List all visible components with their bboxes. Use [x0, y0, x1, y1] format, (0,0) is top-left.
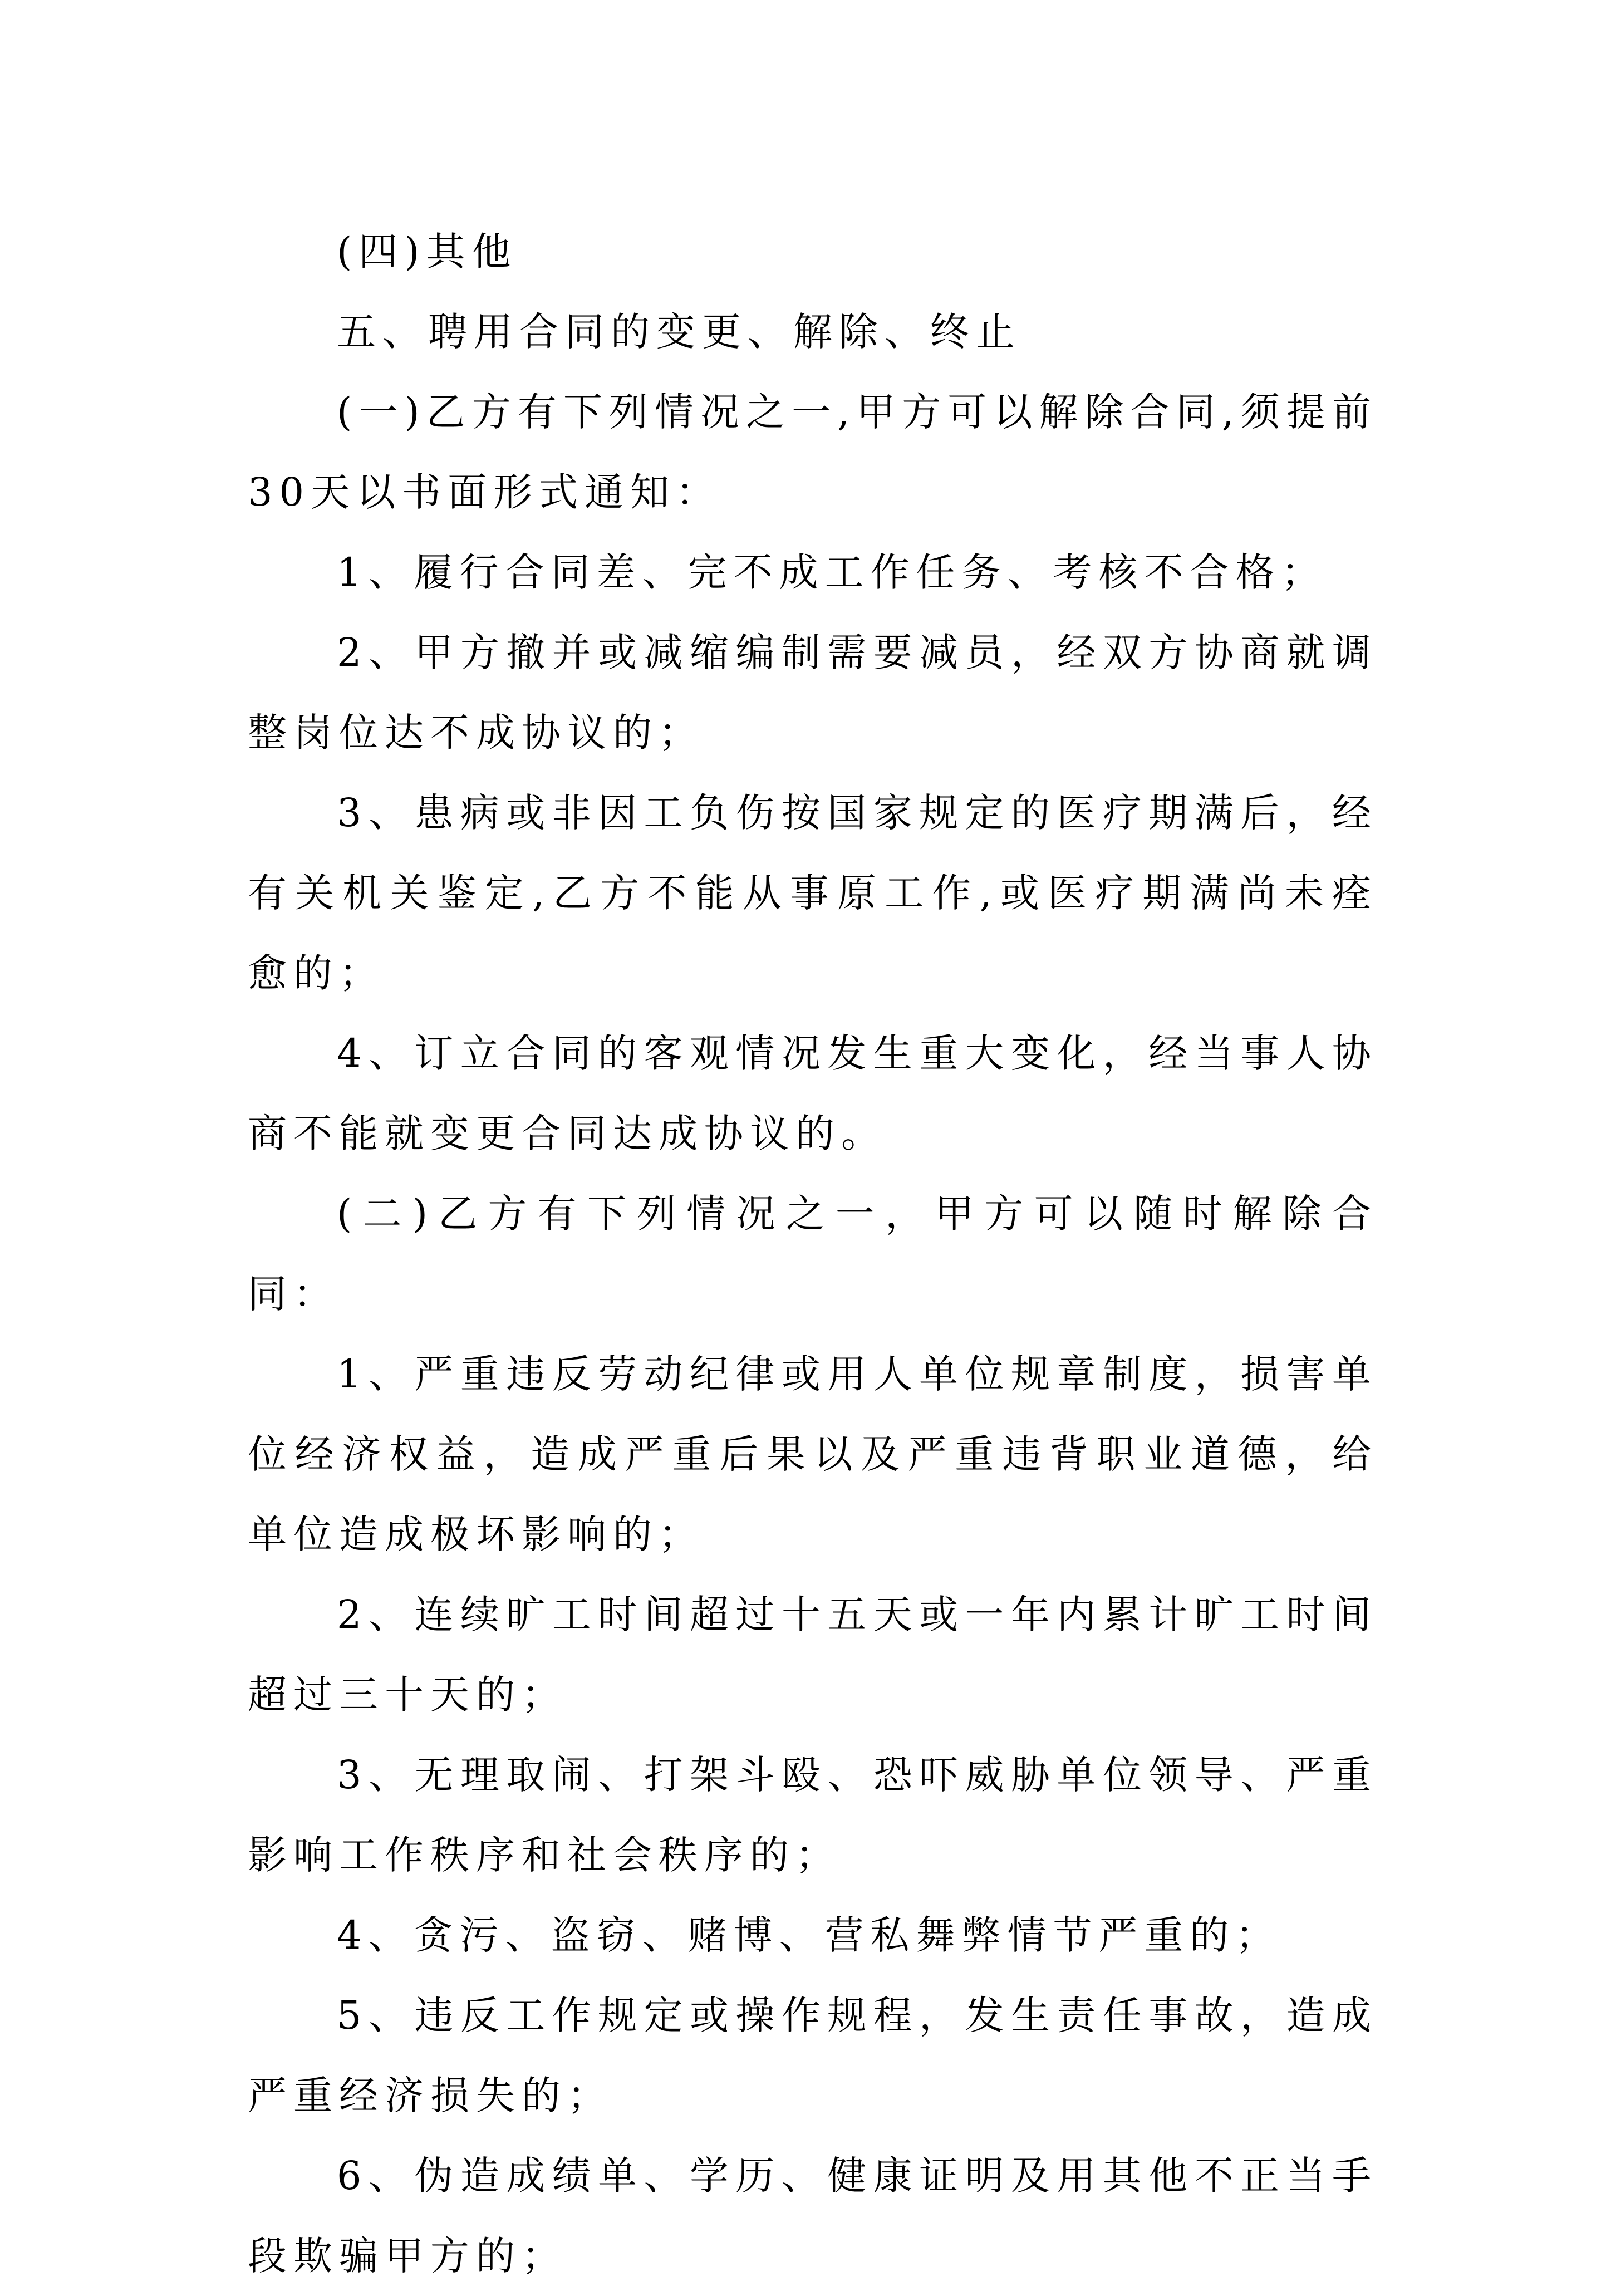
- paragraph-item-2-1: 1、严重违反劳动纪律或用人单位规章制度，损害单位经济权益，造成严重后果以及严重违背职业道德，给单位造成极坏影响的；: [248, 1351, 1378, 1557]
- paragraph-section-4-other: (四)其他: [337, 229, 518, 274]
- paragraph-item-2-4: 4、贪污、盗窃、赌博、营私舞弊情节严重的；: [337, 1912, 1281, 1958]
- paragraph-item-1-1: 1、履行合同差、完不成工作任务、考核不合格；: [337, 550, 1327, 595]
- paragraph-heading-5: 五、聘用合同的变更、解除、终止: [337, 309, 1021, 355]
- paragraph-item-1-4: 4、订立合同的客观情况发生重大变化，经当事人协商不能就变更合同达成协议的。: [248, 1031, 1378, 1156]
- paragraph-item-2-3: 3、无理取闹、打架斗殴、恐吓威胁单位领导、严重影响工作秩序和社会秩序的；: [248, 1752, 1378, 1878]
- paragraph-subsection-1: (一)乙方有下列情况之一,甲方可以解除合同,须提前30天以书面形式通知：: [248, 389, 1378, 515]
- paragraph-item-2-6: 6、伪造成绩单、学历、健康证明及用其他不正当手段欺骗甲方的；: [248, 2153, 1378, 2279]
- paragraph-item-1-2: 2、甲方撤并或减缩编制需要减员，经双方协商就调整岗位达不成协议的；: [248, 630, 1378, 755]
- paragraph-item-1-3: 3、患病或非因工负伤按国家规定的医疗期满后，经有关机关鉴定,乙方不能从事原工作,或医疗期满尚未痊愈的；: [248, 790, 1378, 996]
- document-body: [248, 212, 1378, 2296]
- paragraph-subsection-2: (二)乙方有下列情况之一，甲方可以随时解除合同：: [248, 1191, 1378, 1317]
- paragraph-item-2-5: 5、违反工作规定或操作规程，发生责任事故，造成严重经济损失的；: [248, 1993, 1378, 2118]
- paragraph-item-2-2: 2、连续旷工时间超过十五天或一年内累计旷工时间超过三十天的；: [248, 1592, 1378, 1718]
